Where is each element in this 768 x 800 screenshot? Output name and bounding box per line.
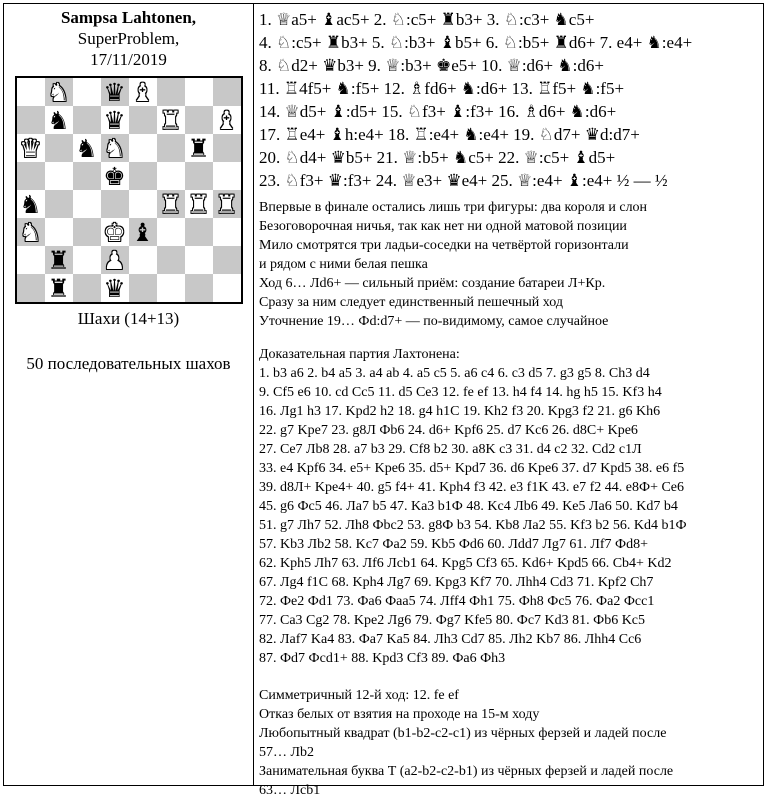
proof-game-moves [259,364,759,668]
black-queen-icon: ♛ [103,105,126,135]
solution-line: 4. ♘:c5+ ♜b3+ 5. ♘:b3+ ♝b5+ 6. ♘:b5+ ♜d6+ 7. e4+ ♞:e4+ [259,33,693,52]
board-square [157,162,185,190]
proof-line: 9. Cf5 e6 10. cd Cc5 11. d5 Ce3 12. fe ef 13. h4 f4 14. hg h5 15. Kf3 h4 [259,385,662,400]
white-rook-icon: ♜ [187,189,210,219]
solution-line: 8. ♘d2+ ♛b3+ 9. ♕:b3+ ♚e5+ 10. ♕:d6+ ♞:d6+ [259,56,604,75]
board-square [17,218,45,246]
board-square [185,106,213,134]
proof-line: 51. g7 Лh7 52. Лh8 Фbc2 53. g8Ф b3 54. Kb8 Лa2 55. Kf3 b2 56. Kd4 b1Ф [259,518,687,533]
black-bishop-icon: ♝ [131,217,154,247]
solution-line: 23. ♘f3+ ♛:f3+ 24. ♕e3+ ♛e4+ 25. ♕:e4+ ♝:e4+ ½ — ½ [259,171,668,190]
board-square [73,274,101,302]
board-square [185,246,213,274]
board-square [17,134,45,162]
board-square [17,246,45,274]
board-square [157,134,185,162]
proof-line: 72. Фe2 Фd1 73. Фa6 Фaa5 74. Лff4 Фh1 75. Фh8 Фc5 76. Фa2 Фcc1 [259,594,655,609]
commentary-line: Уточнение 19… Фd:d7+ — по-видимому, самое случайное [259,314,609,329]
board-square [101,246,129,274]
white-rook-icon: ♜ [215,189,238,219]
board-square [17,274,45,302]
black-knight-icon: ♞ [75,133,98,163]
proof-line: 27. Ce7 Лb8 28. a7 b3 29. Cf8 b2 30. a8K c3 31. d4 c2 32. Cd2 c1Л [259,442,642,457]
board-square [45,134,73,162]
commentary-line: Мило смотрятся три ладьи-соседки на четвёртой горизонтали [259,238,629,253]
black-knight-icon: ♞ [47,105,70,135]
white-rook-icon: ♜ [159,105,182,135]
stipulation: 50 последовательных шахов [26,354,231,373]
final-note-line: Любопытный квадрат (b1-b2-c2-c1) из чёрных ферзей и ладей после [259,726,667,741]
publication-date: 17/11/2019 [90,50,167,69]
board-square [73,106,101,134]
black-rook-icon: ♜ [187,133,210,163]
board-square [185,78,213,106]
white-bishop-icon: ♝ [215,105,238,135]
board-square [157,190,185,218]
solution-cell [259,8,759,800]
proof-line: 62. Kph5 Лh7 63. Лf6 Лcb1 64. Kpg5 Cf3 65. Kd6+ Kpd5 66. Cb4+ Kd2 [259,556,672,571]
proof-line: 39. d8Л+ Kpe4+ 40. g5 f4+ 41. Kph4 f3 42. e3 f1K 43. e7 f2 44. e8Ф+ Ce6 [259,480,685,495]
board-square [101,274,129,302]
final-note-line: 57… Лb2 [259,745,314,760]
white-knight-icon: ♞ [19,217,42,247]
board-square [129,162,157,190]
proof-line: 22. g7 Kpe7 23. g8Л Фb6 24. d6+ Kpf6 25. d7 Kc6 26. d8C+ Kpe6 [259,423,638,438]
board-square [45,274,73,302]
white-rook-icon: ♜ [159,189,182,219]
board-square [17,162,45,190]
proof-game-title: Доказательная партия Лахтонена: [259,347,460,362]
commentary-line: Ход 6… Лd6+ — сильный приём: создание батареи Л+Кр. [259,276,606,291]
solution-line: 11. ♖4f5+ ♞:f5+ 12. ♗fd6+ ♞:d6+ 13. ♖f5+ ♞:f5+ [259,79,625,98]
final-note-line: Симметричный 12-й ход: 12. fe ef [259,688,459,703]
chess-board [16,77,242,303]
board-square [101,134,129,162]
proof-line: 77. Ca3 Cg2 78. Kpe2 Лg6 79. Фg7 Kfe5 80. Фc7 Kd3 81. Фb6 Kc5 [259,613,646,628]
author-name: Sampsa Lahtonen, [60,8,197,27]
solution-moves [259,8,759,192]
board-square [101,218,129,246]
piece-count-caption: Шахи (14+13) [77,309,180,328]
board-square [129,218,157,246]
final-commentary [259,686,759,800]
black-rook-icon: ♜ [47,245,70,275]
board-square [157,78,185,106]
board-square [17,106,45,134]
final-note-line: Отказ белых от взятия на проходе на 15-м ходу [259,707,540,722]
board-square [73,246,101,274]
proof-line: 45. g6 Фc5 46. Лa7 b5 47. Ka3 b1Ф 48. Kc4 Лb6 49. Ke5 Лa6 50. Kd7 b4 [259,499,678,514]
final-note-line: 63… Лcb1 [259,783,321,798]
board-square [45,190,73,218]
board-square [101,190,129,218]
board-square [73,78,101,106]
white-king-icon: ♚ [103,217,126,247]
proof-line: 87. Фd7 Фcd1+ 88. Kpd3 Cf3 89. Фa6 Фh3 [259,651,506,666]
diagram-cell [4,4,253,785]
solution-line: 17. ♖e4+ ♝h:e4+ 18. ♖:e4+ ♞:e4+ 19. ♘d7+ ♛d:d7+ [259,125,640,144]
board-square [129,106,157,134]
board-square [185,134,213,162]
black-king-icon: ♚ [103,161,126,191]
board-square [17,190,45,218]
proof-line: 57. Kb3 Лb2 58. Kc7 Фa2 59. Kb5 Фd6 60. Лdd7 Лg7 61. Лf7 Фd8+ [259,537,648,552]
final-note-line: Занимательная буква Т (a2-b2-c2-b1) из чёрных ферзей и ладей после [259,764,674,779]
board-square [213,162,241,190]
source-name: SuperProblem, [77,29,180,48]
commentary [259,198,759,331]
board-square [157,106,185,134]
board-square [213,106,241,134]
black-rook-icon: ♜ [47,273,70,303]
board-square [213,218,241,246]
board-square [213,78,241,106]
board-square [213,246,241,274]
board-square [213,134,241,162]
board-square [73,190,101,218]
board-square [157,218,185,246]
board-square [101,162,129,190]
white-bishop-icon: ♝ [131,77,154,107]
board-square [129,246,157,274]
problem-table [3,3,764,798]
column-divider [253,4,254,785]
board-square [185,274,213,302]
board-square [45,162,73,190]
board-square [73,162,101,190]
white-knight-icon: ♞ [47,77,70,107]
board-square [185,162,213,190]
solution-line: 1. ♕a5+ ♝ac5+ 2. ♘:c5+ ♜b3+ 3. ♘:c3+ ♞c5+ [259,10,595,29]
proof-line: 16. Лg1 h3 17. Kpd2 h2 18. g4 h1C 19. Kh2 f3 20. Kpg3 f2 21. g6 Kh6 [259,404,661,419]
board-square [45,106,73,134]
board-square [17,78,45,106]
board-square [129,78,157,106]
white-queen-icon: ♛ [19,133,42,163]
board-square [101,106,129,134]
black-queen-icon: ♛ [103,273,126,303]
proof-line: 82. Лaf7 Ka4 83. Фa7 Ka5 84. Лh3 Cd7 85. Лh2 Kb7 86. Лhh4 Cc6 [259,632,642,647]
board-square [185,218,213,246]
white-knight-icon: ♞ [103,133,126,163]
board-square [213,274,241,302]
board-square [45,246,73,274]
solution-line: 14. ♕d5+ ♝:d5+ 15. ♘f3+ ♝:f3+ 16. ♗d6+ ♞:d6+ [259,102,617,121]
commentary-line: Впервые в финале остались лишь три фигуры: два короля и слон [259,200,648,215]
proof-line: 1. b3 a6 2. b4 a5 3. a4 ab 4. a5 c5 5. a6 c4 6. c3 d5 7. g3 g5 8. Ch3 d4 [259,366,650,381]
black-knight-icon: ♞ [19,189,42,219]
board-square [73,218,101,246]
commentary-line: Безоговорочная ничья, так как нет ни одной матовой позиции [259,219,627,234]
board-square [213,190,241,218]
board-square [45,78,73,106]
proof-line: 33. e4 Kpf6 34. e5+ Kpe6 35. d5+ Kpd7 36. d6 Kpe6 37. d7 Kpd5 38. e6 f5 [259,461,685,476]
board-square [101,78,129,106]
board-square [45,218,73,246]
chess-diagram [15,76,243,304]
proof-line: 67. Лg4 f1C 68. Kph4 Лg7 69. Kpg3 Kf7 70. Лhh4 Cd3 71. Kpf2 Ch7 [259,575,654,590]
black-queen-icon: ♛ [103,77,126,107]
board-square [129,134,157,162]
board-square [129,190,157,218]
board-square [129,274,157,302]
solution-line: 20. ♘d4+ ♛b5+ 21. ♕:b5+ ♞c5+ 22. ♕:c5+ ♝d5+ [259,148,616,167]
board-square [73,134,101,162]
board-square [185,190,213,218]
commentary-line: и рядом с ними белая пешка [259,257,428,272]
commentary-line: Сразу за ним следует единственный пешечный ход [259,295,563,310]
white-pawn-icon: ♟ [103,245,126,275]
board-square [157,246,185,274]
board-square [157,274,185,302]
